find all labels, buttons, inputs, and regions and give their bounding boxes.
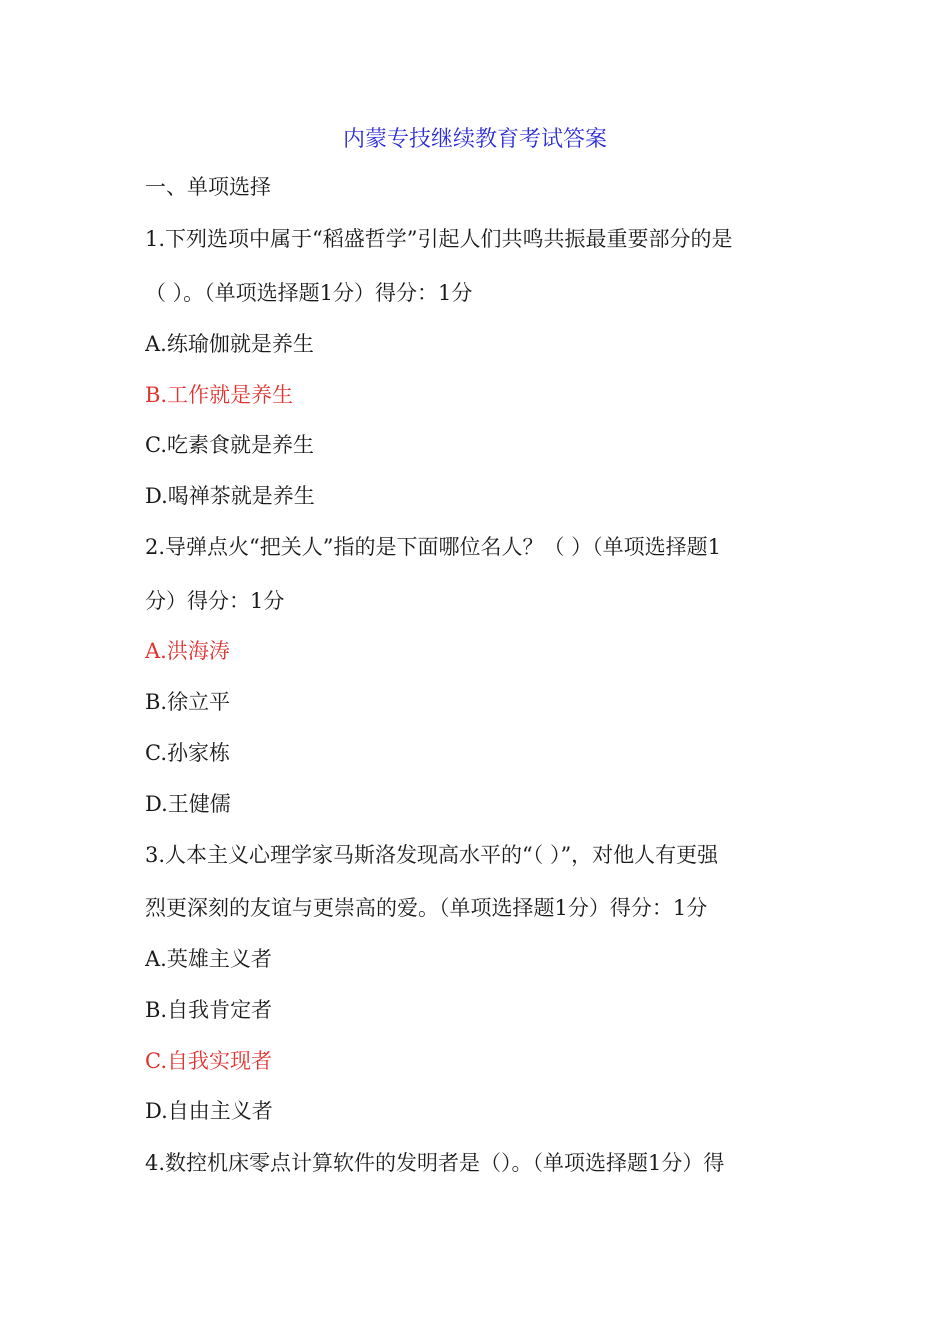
question-2-option-b: B.徐立平 bbox=[145, 690, 231, 714]
question-3-option-d: D.自由主义者 bbox=[145, 1099, 273, 1123]
question-1-stem-line-2: （ ）。（单项选择题1分）得分：1分 bbox=[145, 281, 473, 305]
question-2-option-a-correct: A.洪海涛 bbox=[145, 639, 230, 663]
question-1-option-a: A.练瑜伽就是养生 bbox=[145, 332, 314, 356]
question-1-stem-line-1: 1.下列选项中属于“稻盛哲学”引起人们共鸣共振最重要部分的是 bbox=[145, 227, 733, 251]
section-heading: 一、单项选择 bbox=[145, 175, 271, 199]
question-2-stem-line-2: 分）得分：1分 bbox=[145, 589, 285, 613]
question-3-option-b: B.自我肯定者 bbox=[145, 998, 273, 1022]
question-3-stem-line-1: 3.人本主义心理学家马斯洛发现高水平的“（ ）”，对他人有更强 bbox=[145, 843, 719, 867]
question-2-option-d: D.王健儒 bbox=[145, 792, 231, 816]
question-4-stem-line-1: 4.数控机床零点计算软件的发明者是（）。（单项选择题1分）得 bbox=[145, 1151, 725, 1175]
question-2-option-c: C.孙家栋 bbox=[145, 741, 230, 765]
document-title: 内蒙专技继续教育考试答案 bbox=[342, 127, 607, 152]
question-3-stem-line-2: 烈更深刻的友谊与更崇高的爱。（单项选择题1分）得分：1分 bbox=[145, 896, 708, 920]
question-1-option-d: D.喝禅茶就是养生 bbox=[145, 484, 315, 508]
question-2-stem-line-1: 2.导弹点火“把关人”指的是下面哪位名人？（ ）（单项选择题1 bbox=[145, 535, 722, 559]
question-1-option-b-correct: B.工作就是养生 bbox=[145, 383, 294, 407]
question-1-option-c: C.吃素食就是养生 bbox=[145, 433, 314, 457]
question-3-option-c-correct: C.自我实现者 bbox=[145, 1049, 272, 1073]
question-3-option-a: A.英雄主义者 bbox=[145, 947, 272, 971]
